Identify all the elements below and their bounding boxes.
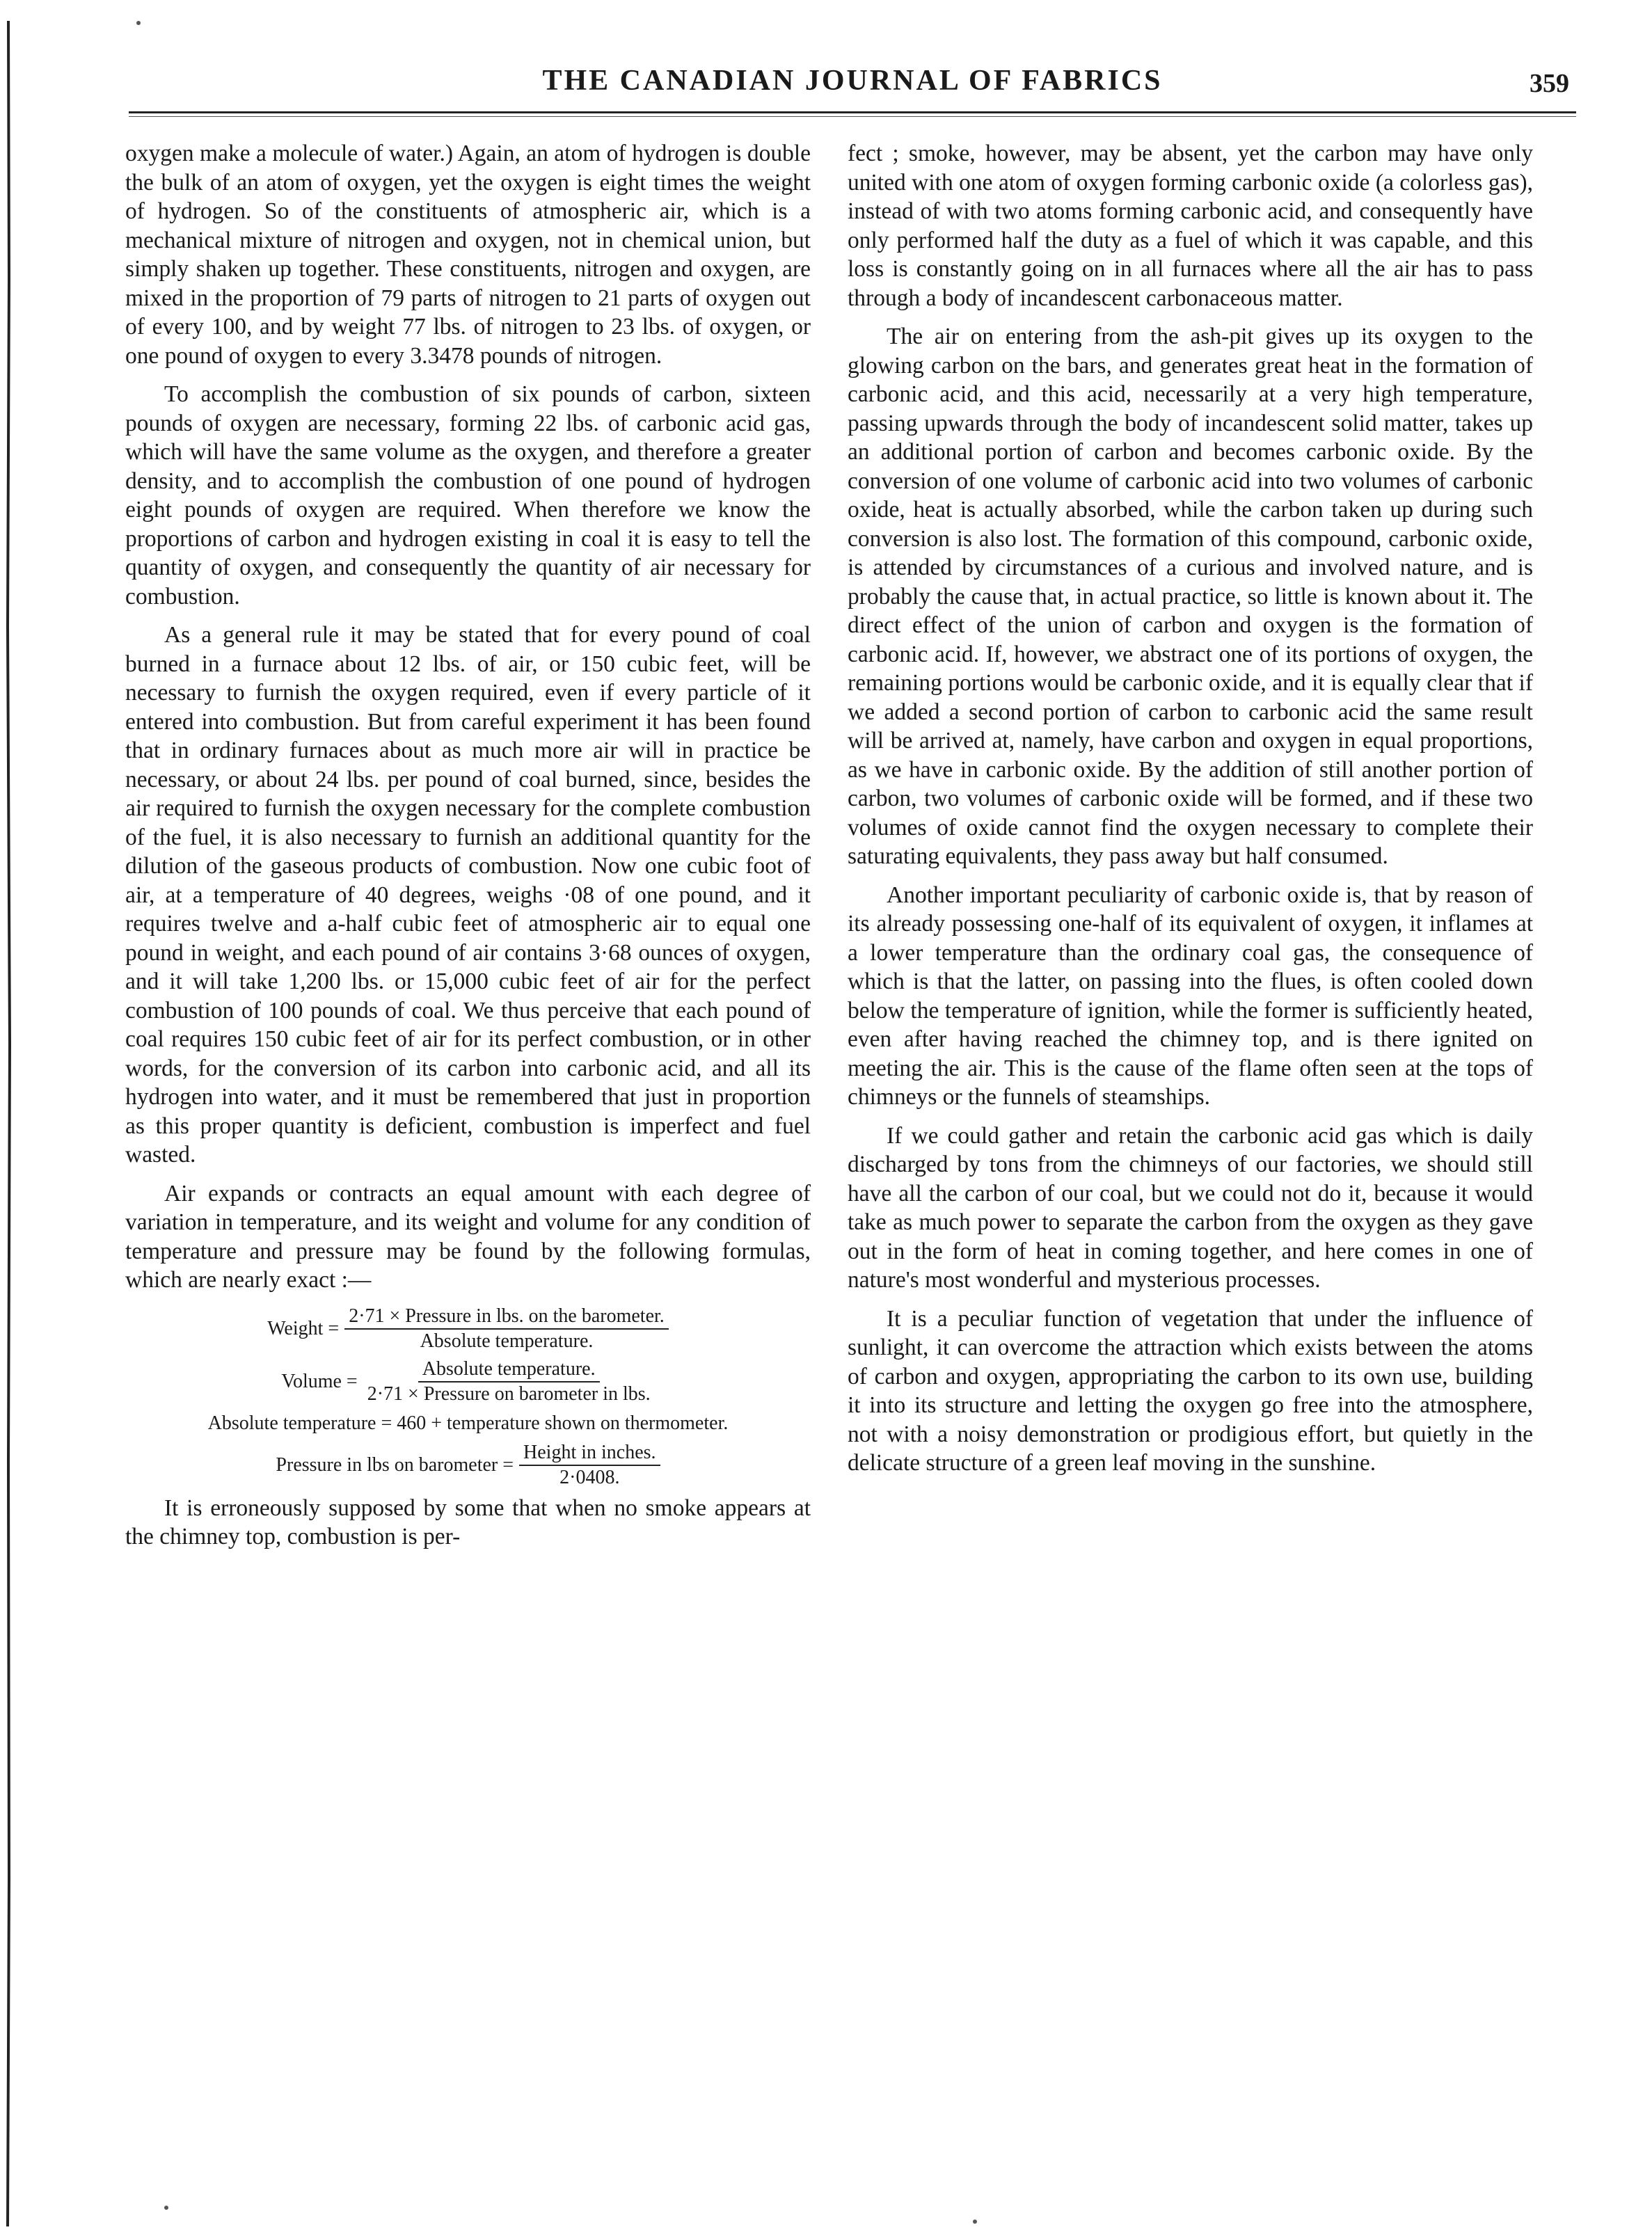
header-rule [129,111,1576,113]
paragraph: It is a peculiar function of vegetation that under the influence of sunlight, it can overcome the attraction which exists between the atoms of carbon and oxygen, appropriating the carbon to its own use, building it into its structure and letting the oxygen go free into the atmosphere, not with a noisy demonstration or prodigious effort, but quietly in the delicate structure of a green leaf moving in the sunshine. [848,1305,1533,1476]
denominator: 2·0408. [559,1466,620,1488]
print-speck [136,21,141,25]
volume-formula [125,1357,811,1406]
paragraph: oxygen make a molecule of water.) Again, an atom of hydrogen is double the bulk of an atom of oxygen, yet the oxygen is eight times the weight of hydrogen. So of the constituents of atmospheric air, which is a mechanical mixture of nitrogen and oxygen, not in chemical union, but simply shaken up together. These constituents, nitrogen and oxygen, are mixed in the proportion of 79 parts of nitrogen to 21 parts of oxygen out of every 100, and by weight 77 lbs. of nitrogen to 23 lbs. of oxygen, or one pound of oxygen to every 3.3478 pounds of nitrogen. [125,141,811,369]
formula-block [125,1305,811,1490]
numerator: Height in inches. [519,1441,660,1466]
numerator: Absolute temperature. [418,1357,600,1383]
denominator: Absolute temperature. [420,1330,594,1352]
paragraph: As a general rule it may be stated that for every pound of coal burned in a furnace about 12 lbs. of air, or 150 cubic feet, will be necessary to furnish the oxygen required, even if every particle of it entered into combustion. But from careful experiment it has been found that in ordinary furnaces about as much more air will in practice be necessary, or about 24 lbs. per pound of coal burned, since, besides the air required to furnish the oxygen necessary for the complete combustion of the fuel, it is also necessary to furnish an additional quantity for the dilution of the gaseous products of combustion. Now one cubic foot of air, at a temperature of 40 degrees, weighs ·08 of one pound, and it requires twelve and a-half cubic feet of atmospheric air to equal one pound in weight, and each pound of air contains 3·68 ounces of oxygen, and it will take 1,200 lbs. or 15,000 cubic feet of air for the perfect combustion of 100 pounds of coal. We thus perceive that each pound of coal requires 150 cubic feet of air for its perfect combustion, or in other words, for the conversion of its carbon into carbonic acid, and all its hydrogen into water, and it must be remembered that just in proportion as this proper quantity is deficient, combustion is imperfect and fuel wasted. [125,622,811,1168]
formula-label: Weight = [267,1317,340,1339]
weight-formula [125,1305,811,1353]
paragraph: If we could gather and retain the carbonic acid gas which is daily discharged by tons from the chimneys of our factories, we should still have all the carbon of our coal, but we could not do it, because it would take as much power to separate the carbon from the oxygen as they gave out in the form of heat in coming together, and here comes in one of nature's most wonderful and mysterious processes. [848,1122,1533,1293]
pressure-formula [125,1441,811,1490]
formula-label: Pressure in lbs on barometer = [276,1453,514,1476]
page-number: 359 [1530,69,1569,98]
print-speck [973,2220,977,2224]
paragraph: It is erroneously supposed by some that when no smoke appears at the chimney top, combustion is per- [125,1495,811,1549]
fraction [519,1441,660,1490]
denominator: 2·71 × Pressure on barometer in lbs. [367,1383,651,1405]
paragraph: Air expands or contracts an equal amount with each degree of variation in temperature, and its weight and volume for any condition of temperature and pressure may be found by the following formulas, which are nearly exact :— [125,1180,811,1293]
paragraph: Another important peculiarity of carbonic oxide is, that by reason of its already possessing one-half of its equivalent of oxygen, it inflames at a lower temperature than the ordinary coal gas, the consequence of which is that the latter, on passing into the flues, is often cooled down below the temperature of ignition, while the former is sufficiently heated, even after having reached the chimney top, and is there ignited on meeting the air. This is the cause of the flame often seen at the tops of chimneys or the funnels of steamships. [848,882,1533,1110]
page-header [129,61,1576,110]
left-column [125,139,811,1561]
print-speck [164,2206,168,2210]
absolute-temperature-formula: Absolute temperature = 460 + temperature shown on thermometer. [207,1412,729,1434]
numerator: 2·71 × Pressure in lbs. on the barometer. [344,1305,669,1330]
page-binding-edge [4,0,13,2239]
running-head: THE CANADIAN JOURNAL OF FABRICS [542,65,1163,97]
formula-label: Volume = [281,1370,358,1392]
paragraph: fect ; smoke, however, may be absent, yet the carbon may have only united with one atom of oxygen forming carbonic oxide (a colorless gas), instead of with two atoms forming carbonic acid, and consequently have only performed half the duty as a fuel of which it was capable, and this loss is constantly going on in all furnaces where all the air has to pass through a body of incandescent carbonaceous matter. [848,141,1533,311]
paragraph: The air on entering from the ash-pit gives up its oxygen to the glowing carbon on the bars, and generates great heat in the formation of carbonic acid, and this acid, necessarily at a very high temperature, passing upwards through the body of incandescent solid matter, takes up an additional portion of carbon and becomes carbonic oxide. By the conversion of one volume of carbonic acid into two volumes of carbonic oxide, heat is actually absorbed, while the carbon taken up during such conversion is also lost. The formation of this compound, carbonic oxide, is attended by circumstances of a curious and involved nature, and is probably the cause that, in actual practice, so little is known about it. The direct effect of the union of carbon and oxygen is the formation of carbonic acid. If, however, we abstract one of its portions of oxygen, the remaining portions would be carbonic oxide, and it is equally clear that if we added a second portion of carbon to carbonic acid the same result will be arrived at, namely, have carbon and oxygen in equal proportions, as we have in carbonic oxide. By the addition of still another portion of carbon, two volumes of carbonic oxide will be formed, and if these two volumes of oxide cannot find the oxygen necessary to complete their saturating equivalents, they pass away but half consumed. [848,324,1533,869]
header-rule-thin [129,116,1576,117]
fraction [344,1305,669,1353]
paragraph: To accomplish the combustion of six pounds of carbon, sixteen pounds of oxygen are necessary, forming 22 lbs. of carbonic acid gas, which will have the same volume as the oxygen, and therefore a greater density, and to accomplish the combustion of one pound of hydrogen eight pounds of oxygen are required. When therefore we know the proportions of carbon and hydrogen existing in coal it is easy to tell the quantity of oxygen, and consequently the quantity of air necessary for combustion. [125,381,811,609]
fraction [363,1357,655,1406]
right-column [848,139,1533,1488]
